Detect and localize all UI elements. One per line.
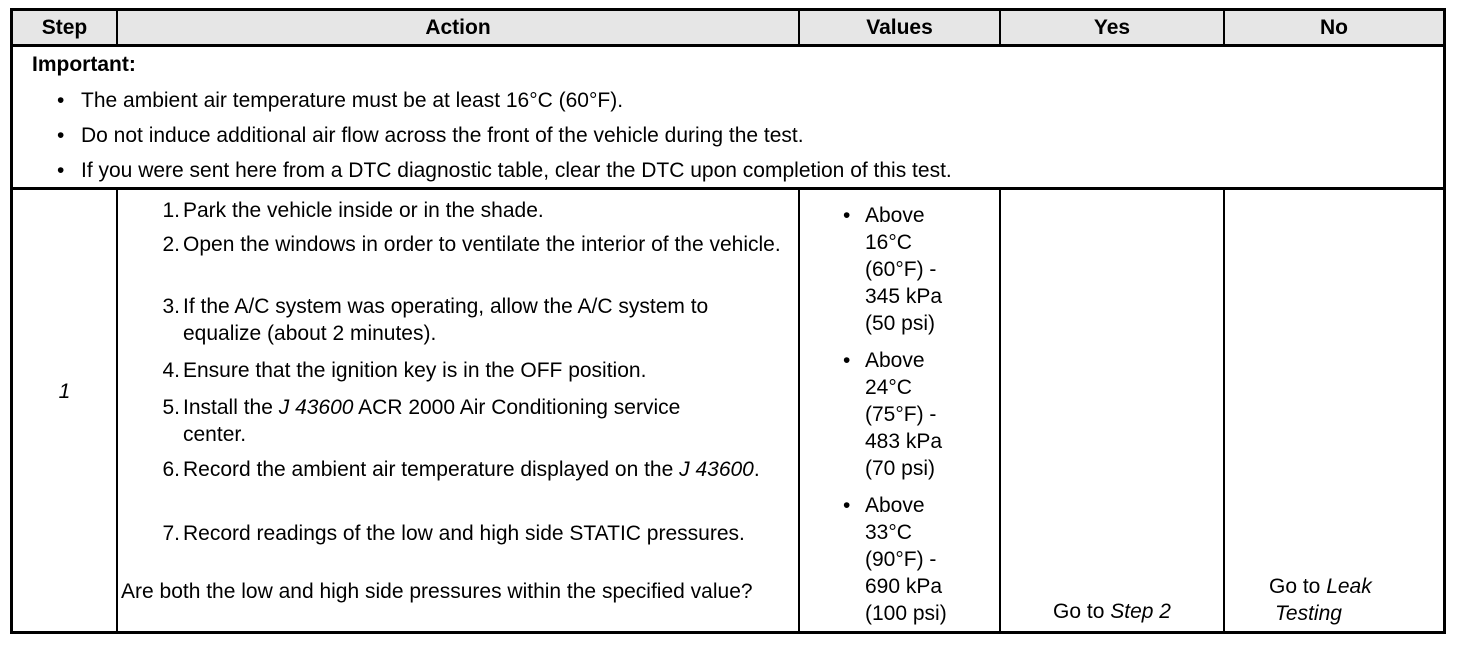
important-title: Important: [32, 53, 136, 76]
step-link[interactable]: Step 2 [1110, 600, 1171, 623]
table-header [13, 11, 1443, 47]
step-number: 1 [58, 380, 71, 403]
tool-reference: J 43600 [679, 458, 754, 481]
header-action: Action [425, 16, 491, 39]
decision-question: Are both the low and high side pressures within the specified value? [121, 580, 753, 603]
tool-reference: J 43600 [278, 396, 354, 419]
leak-testing-link[interactable]: Leak [1326, 575, 1372, 598]
yes-outcome: Go to Step 2 [1053, 600, 1171, 623]
diagnostic-table [10, 8, 1446, 634]
header-yes: Yes [1093, 16, 1131, 39]
important-notes: Important: • The ambient air temperature must be at least 16°C (60°F). • Do not induce additional air flow across the front of the vehicle during the test. • If you were sent here from a DTC diagnostic table, clear the DTC upon completion of this test. [13, 47, 1443, 190]
step-row: 1 1. Park the vehicle inside or in the shade. 2. Open the windows in order to ventilate the interior of the vehicle. 3. If the A/C system was operating, allow the A/C system to equalize (about 2 minutes). 4. Ensure that the ignition key is in the OFF position. 5. Install the J 43600 ACR 2000 Air Conditioning service center. 6. Record the ambient air temperature displayed on the J 43600. 7. Record readings of the low and high side STATIC pressures. Are both the low and high side pressures within the specified value? • Above 16°C (60°F) - 345 kPa (50 psi) • Above 24°C (75°F) - 483 kPa (70 psi) • Above 33°C (90°F) - 690 kPa (100 psi) Go to Step 2 Go to Leak Testing [13, 190, 1443, 631]
header-no: No [1320, 16, 1348, 39]
header-step: Step [41, 16, 88, 39]
no-outcome: Go to Leak Testing [1269, 575, 1372, 625]
header-values: Values [866, 16, 933, 39]
